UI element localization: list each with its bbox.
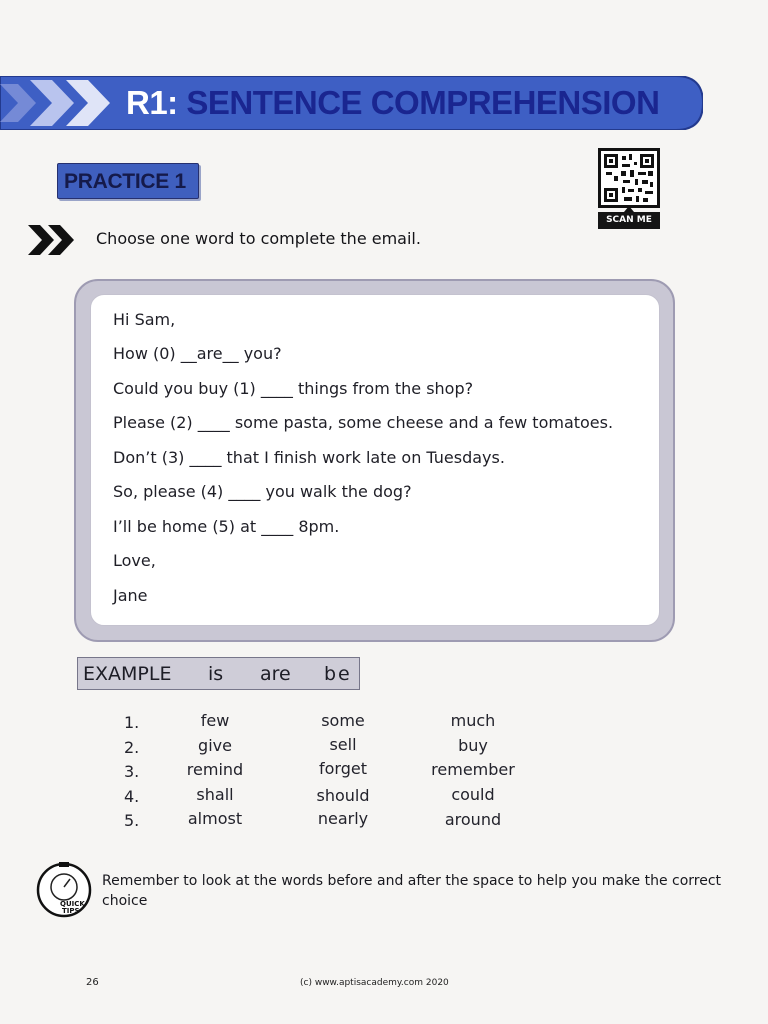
email-line: Could you buy (1) ____ things from the shop? [113,379,474,398]
option-number: 2. [124,738,140,757]
svg-text:TIPS: TIPS [62,907,80,915]
tips-icon-label: QUICK [60,900,85,908]
tips-text: Remember to look at the words before and after the space to help you make the correct choice [102,873,722,909]
practice-label: PRACTICE 1 [64,170,186,193]
option-choice: should [316,786,370,805]
email-line: Hi Sam, [113,310,176,329]
email-line: Don’t (3) ____ that I finish work late on Tuesdays. [113,448,505,467]
option-number: 4. [124,787,140,806]
option-number: 5. [124,811,140,830]
double-chevron-right-icon [28,223,80,257]
email-line: So, please (4) ____ you walk the dog? [113,482,412,501]
email-line: I’ll be home (5) at ____ 8pm. [113,517,340,536]
option-number: 3. [124,762,140,781]
title-code: R1: [126,84,178,121]
option-choice: around [444,810,502,829]
option-choice: nearly [317,809,369,828]
example-option: is [208,663,224,685]
email-line: Love, [113,551,156,570]
example-option: are [260,663,291,685]
example-bar [77,657,360,690]
title-text: SENTENCE COMPREHENSION [186,84,660,121]
page-title [126,82,659,124]
option-choice: forget [319,759,367,778]
option-choice: could [451,785,495,804]
option-choice: remind [186,760,244,779]
option-choice: almost [187,809,243,828]
email-line: How (0) __are__ you? [113,344,282,363]
qr-pattern [604,154,654,202]
option-choice: much [450,711,496,730]
instruction-text: Choose one word to complete the email. [96,229,421,248]
option-choice: sell [329,735,357,754]
email-line: Please (2) ____ some pasta, some cheese and a few tomatoes. [113,413,614,432]
option-number: 1. [124,713,140,732]
option-choice: few [200,711,230,730]
example-label: EXAMPLE [83,663,172,685]
email-line: Jane [113,586,148,605]
option-choice: give [198,736,232,755]
stopwatch-icon [34,860,98,918]
footer-credit: (c) www.aptisacademy.com 2020 [300,978,449,988]
example-option: be [324,663,352,685]
scan-me-label: SCAN ME [598,212,660,229]
option-choice: some [321,711,365,730]
option-choice: buy [458,736,488,755]
option-choice: shall [196,785,234,804]
option-choice: remember [431,760,515,779]
title-banner [0,76,703,130]
practice-tag [57,163,199,199]
qr-code-icon[interactable] [598,148,660,208]
page-number: 26 [86,977,99,988]
